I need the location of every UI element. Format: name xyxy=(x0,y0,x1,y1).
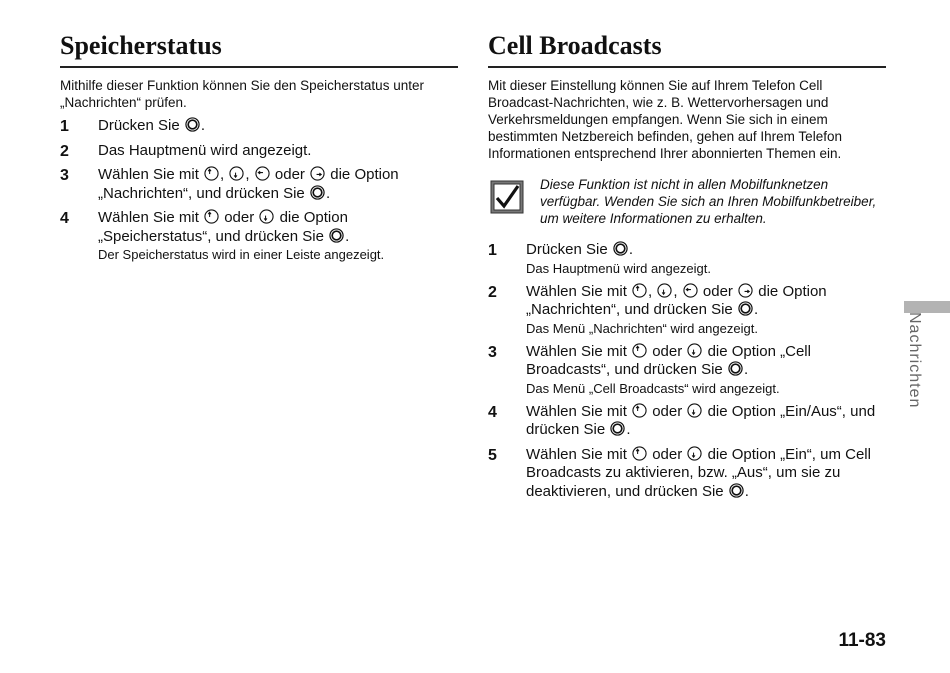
nav-down-key-icon xyxy=(687,446,702,461)
step-number: 4 xyxy=(488,403,497,421)
nav-up-key-icon xyxy=(632,283,647,298)
nav-down-key-icon xyxy=(259,209,274,224)
step-text: Wählen Sie mit oder die Option „Ein/Aus“, und drücken Sie . xyxy=(526,402,876,438)
speicherstatus-heading: Speicherstatus xyxy=(60,30,458,68)
step-4 xyxy=(488,403,886,440)
nav-down-key-icon xyxy=(229,166,244,181)
center-select-key-icon xyxy=(610,421,625,436)
step-1 xyxy=(488,241,886,277)
center-select-key-icon xyxy=(729,483,744,498)
cell-broadcasts-heading: Cell Broadcasts xyxy=(488,30,886,68)
step-5 xyxy=(488,446,886,502)
step-number: 2 xyxy=(488,283,497,301)
step-2 xyxy=(60,142,458,161)
cell-broadcasts-intro: Mit dieser Einstellung können Sie auf Ihrem Telefon Cell Broadcast-Nachrichten, wie z. B. Wettervorhersagen und Verkehrsmeldungen empfangen. Wenn Sie sich in einem bestimmten Netzbereich befinden, gehen auf Ihrem Telefon Informationen entsprechend Ihrer abonnierten Themen ein. xyxy=(488,78,842,161)
nav-down-key-icon xyxy=(687,403,702,418)
step-result: Das Hauptmenü wird angezeigt. xyxy=(526,260,711,276)
nav-left-key-icon xyxy=(255,166,270,181)
page-number: 11-83 xyxy=(838,630,886,651)
speicherstatus-intro: Mithilfe dieser Funktion können Sie den Speicherstatus unter „Nachrichten“ prüfen. xyxy=(60,78,424,110)
nav-up-key-icon xyxy=(204,166,219,181)
nav-right-key-icon xyxy=(738,283,753,298)
step-text: Wählen Sie mit , , oder die Option „Nachrichten“, und drücken Sie . xyxy=(98,166,399,202)
step-number: 3 xyxy=(60,167,69,184)
step-result: Der Speicherstatus wird in einer Leiste angezeigt. xyxy=(98,247,385,262)
step-text: Wählen Sie mit , , oder die Option „Nachrichten“, und drücken Sie . xyxy=(526,282,827,318)
center-select-key-icon xyxy=(613,241,628,256)
step-text: Wählen Sie mit oder die Option „Cell Broadcasts“, und drücken Sie . xyxy=(526,342,811,378)
note-text: Diese Funktion ist nicht in allen Mobilfunknetzen verfügbar. Wenden Sie sich an Ihren Mobilfunkbetreiber, um weitere Informationen zu erhalten. xyxy=(540,177,877,226)
step-1 xyxy=(60,117,458,136)
step-2 xyxy=(488,283,886,337)
step-result: Das Menü „Nachrichten“ wird angezeigt. xyxy=(526,320,758,336)
center-select-key-icon xyxy=(329,228,344,243)
step-3 xyxy=(488,343,886,397)
step-number: 5 xyxy=(488,446,497,464)
step-text: Drücken Sie . xyxy=(526,241,634,258)
step-number: 3 xyxy=(488,343,497,361)
step-number: 4 xyxy=(60,210,69,227)
nav-left-key-icon xyxy=(683,283,698,298)
center-select-key-icon xyxy=(310,185,325,200)
center-select-key-icon xyxy=(728,361,743,376)
center-select-key-icon xyxy=(185,117,200,132)
nav-down-key-icon xyxy=(657,283,672,298)
step-result: Das Menü „Cell Broadcasts“ wird angezeigt. xyxy=(526,380,780,396)
step-number: 1 xyxy=(488,242,497,259)
step-3 xyxy=(60,166,458,203)
step-4 xyxy=(60,209,458,263)
center-select-key-icon xyxy=(738,301,753,316)
note-box xyxy=(488,176,886,227)
step-text: Das Hauptmenü wird angezeigt. xyxy=(98,141,312,159)
step-text: Wählen Sie mit oder die Option „Speicherstatus“, und drücken Sie . xyxy=(98,209,350,245)
speicherstatus-section xyxy=(60,30,458,269)
nav-up-key-icon xyxy=(632,343,647,358)
nav-up-key-icon xyxy=(632,446,647,461)
chapter-side-label: Nachrichten xyxy=(906,312,923,409)
step-text: Drücken Sie . xyxy=(98,117,206,134)
checkmark-note-icon xyxy=(490,180,524,214)
nav-down-key-icon xyxy=(687,343,702,358)
cell-broadcasts-section xyxy=(488,30,886,507)
step-text: Wählen Sie mit oder die Option „Ein“, um Cell Broadcasts zu aktivieren, bzw. „Aus“, um sie zu deaktivieren, und drücken Sie . xyxy=(526,445,871,500)
cell-broadcasts-steps xyxy=(488,241,886,501)
step-number: 2 xyxy=(60,142,69,160)
step-number: 1 xyxy=(60,118,69,135)
nav-up-key-icon xyxy=(632,403,647,418)
nav-up-key-icon xyxy=(204,209,219,224)
nav-right-key-icon xyxy=(310,166,325,181)
speicherstatus-steps xyxy=(60,117,458,263)
